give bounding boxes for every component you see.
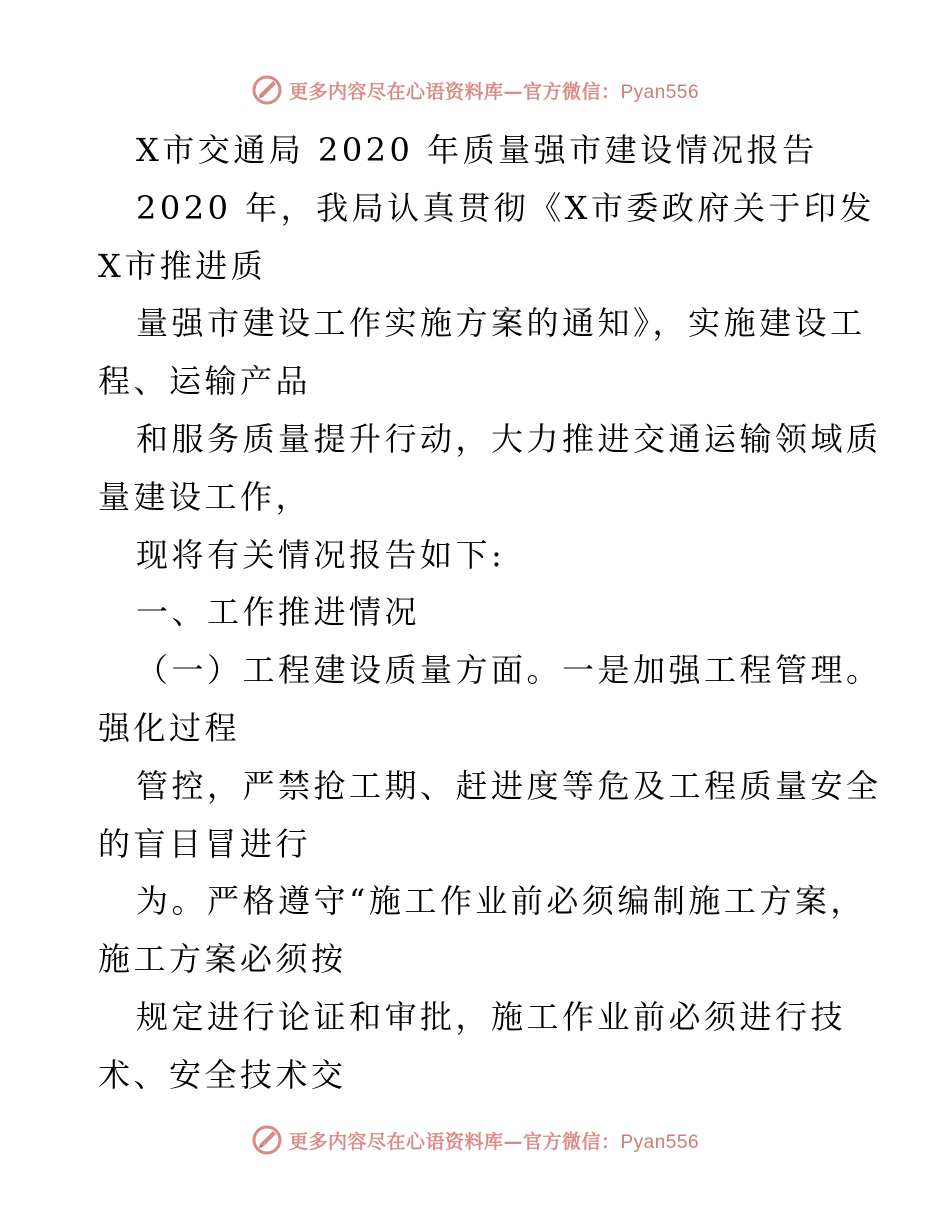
text-line: X市推进质 (98, 246, 267, 285)
text-line: 规定进行论证和审批，施工作业前必须进行技 (136, 997, 847, 1036)
text-line: 量建设工作， (98, 477, 312, 516)
text-line: 为。严格遵守“施工作业前必须编制施工方案， (136, 882, 866, 921)
text-line: 一、工作推进情况 (136, 593, 421, 632)
header-watermark (0, 70, 950, 110)
text-line: 2020 年，我局认真贯彻《X市委政府关于印发 (136, 188, 875, 227)
footer-watermark (0, 1120, 950, 1160)
text-line: 管控，严禁抢工期、赶进度等危及工程质量安全 (136, 766, 882, 805)
watermark-logo-icon (251, 1124, 283, 1156)
text-line: 术、安全技术交 (98, 1055, 347, 1094)
text-line: 的盲目冒进行 (98, 824, 312, 863)
text-line: 量强市建设工作实施方案的通知》，实施建设工 (136, 304, 866, 343)
text-line: 施工方案必须按 (98, 940, 347, 979)
text-line: 和服务质量提升行动，大力推进交通运输领域质 (136, 419, 882, 458)
watermark-logo-icon (251, 74, 283, 106)
text-line: 强化过程 (98, 708, 241, 747)
text-line: 程、运输产品 (98, 362, 312, 401)
document-title: X市交通局 2020 年质量强市建设情况报告 (136, 131, 818, 169)
document-body (98, 122, 882, 1105)
text-line: （一）工程建设质量方面。一是加强工程管理。 (136, 651, 882, 690)
text-line: 现将有关情况报告如下: (136, 535, 506, 574)
watermark-text: 更多内容尽在心语资料库—官方微信：Pyan556 (288, 1130, 700, 1153)
watermark-text: 更多内容尽在心语资料库—官方微信：Pyan556 (288, 80, 700, 103)
